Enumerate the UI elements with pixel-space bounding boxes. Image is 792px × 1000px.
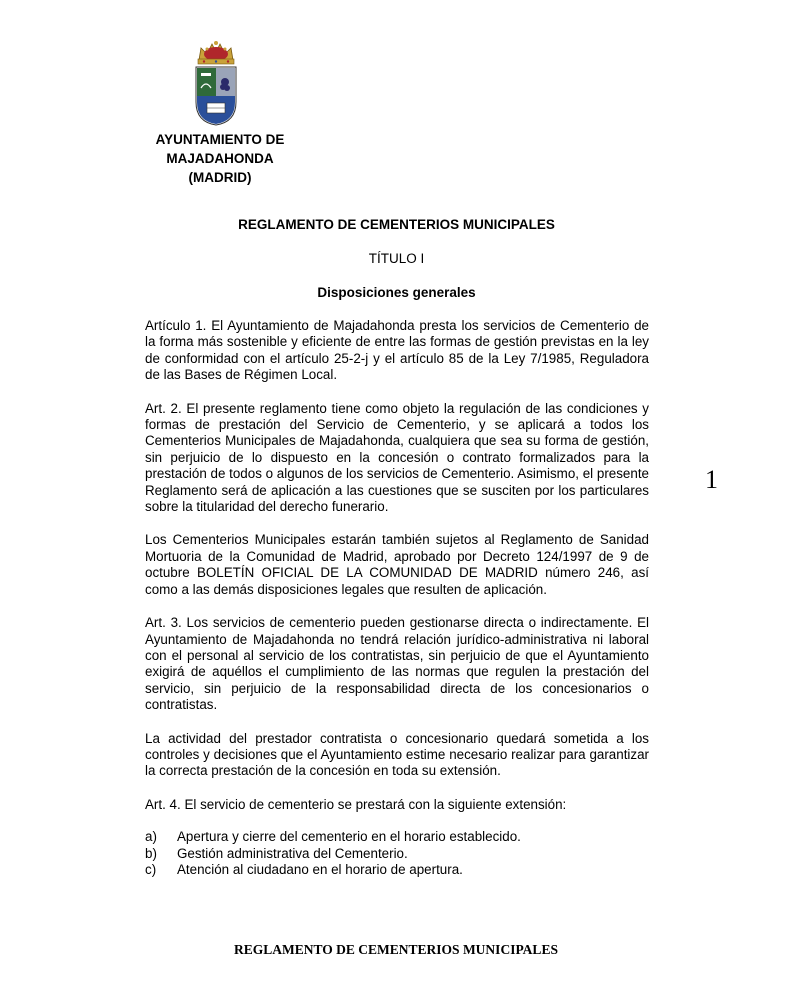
council-line: MAJADAHONDA — [166, 151, 274, 166]
article-paragraph: Art. 3. Los servicios de cementerio pueden gestionarse directa o indirectamente. El Ayuntamiento de Majadahonda no tendrá relación jurídico-administrativa ni laboral con el personal al servicio de los contratistas, sin perjuicio de que el Ayuntamiento exigirá de aquéllos el cumplimiento de las normas que regulen la prestación del servicio, sin perjuicio de la responsabilidad directa de los concesionarios o contratistas. — [145, 615, 649, 713]
list-text: Atención al ciudadano en el horario de apertura. — [177, 861, 463, 877]
list-marker: b) — [145, 845, 157, 861]
crown-icon — [198, 41, 234, 64]
shield-icon — [196, 67, 236, 125]
list-text: Apertura y cierre del cementerio en el horario establecido. — [177, 829, 521, 845]
page-footer: REGLAMENTO DE CEMENTERIOS MUNICIPALES — [234, 942, 558, 957]
list-item — [145, 829, 649, 845]
council-line: AYUNTAMIENTO DE — [155, 132, 285, 147]
list-text: Gestión administrativa del Cementerio. — [177, 845, 408, 861]
page-number: 1 — [705, 465, 718, 494]
list-marker: a) — [145, 829, 157, 845]
council-name — [130, 130, 310, 187]
list-item — [145, 846, 649, 862]
list-item — [145, 862, 649, 878]
article-paragraph: Art. 4. El servicio de cementerio se prestará con la siguiente extensión: — [145, 796, 567, 812]
council-line: (MADRID) — [188, 170, 252, 185]
article-paragraph: Los Cementerios Municipales estarán también sujetos al Reglamento de Sanidad Mortuoria de la Comunidad de Madrid, aprobado por Decreto 124/1997 de 9 de octubre BOLETÍN OFICIAL DE LA COMUNIDAD DE MADRID número 246, así como a las demás disposiciones legales que resulten de aplicación. — [145, 532, 649, 597]
document-body — [145, 318, 649, 878]
article-paragraph: La actividad del prestador contratista o concesionario quedará sometida a los controles y decisiones que el Ayuntamiento estime necesario realizar para garantizar la correcta prestación de la concesión en toda su extensión. — [145, 730, 649, 779]
list-marker: c) — [145, 861, 157, 877]
document-title: REGLAMENTO DE CEMENTERIOS MUNICIPALES — [238, 217, 555, 232]
article-paragraph: Artículo 1. El Ayuntamiento de Majadahonda presta los servicios de Cementerio de la forma más sostenible y eficiente de entre las formas de gestión previstas en la ley de conformidad con el artículo 25-2-j y el artículo 85 de la Ley 7/1985, Reguladora de las Bases de Régimen Local. — [145, 318, 649, 383]
article-paragraph: Art. 2. El presente reglamento tiene como objeto la regulación de las condiciones y formas de prestación del Servicio de Cementerio, y se aplicará a todos los Cementerios Municipales de Majadahonda, cualquiera que sea su forma de gestión, sin perjuicio de lo dispuesto en la concesión o contrato formalizados para la prestación de todos o algunos de los servicios de Cementerio. Asimismo, el presente Reglamento será de aplicación a las cuestiones que se susciten por los particulares sobre la titularidad del derecho funerario. — [145, 400, 649, 515]
coat-of-arms-icon — [193, 40, 239, 126]
section-subtitle: Disposiciones generales — [317, 285, 476, 300]
service-list — [145, 829, 649, 878]
title-heading: TÍTULO I — [368, 251, 425, 266]
